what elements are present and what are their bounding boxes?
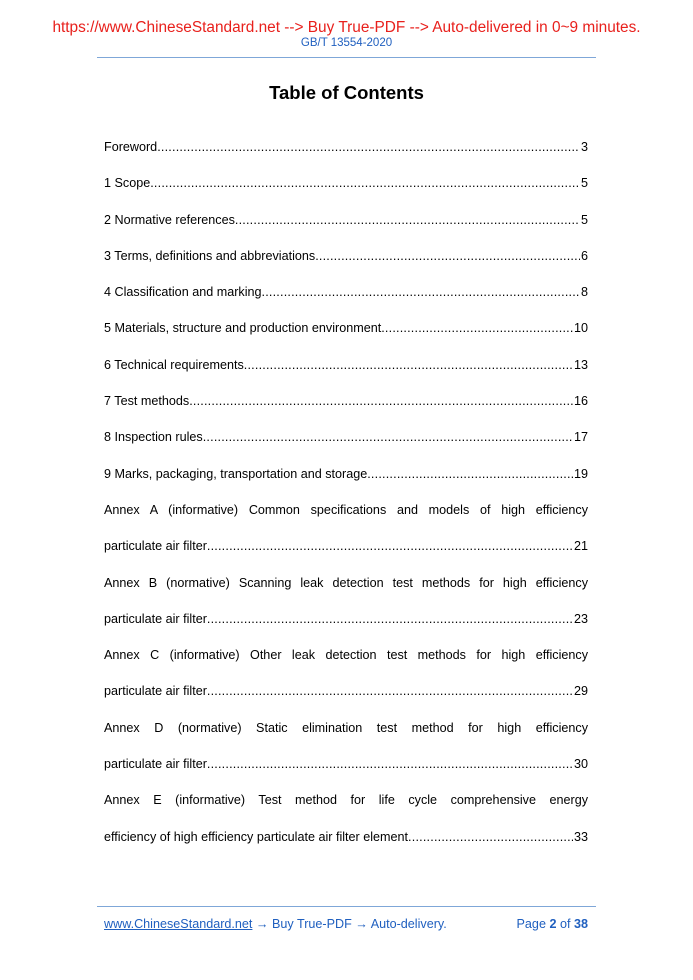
toc-entry-annex-e[interactable]: efficiency of high efficiency particulate air filter element ..... 33 — [104, 822, 588, 858]
toc-entry-annex-b[interactable]: particulate air filter ..... 23 — [104, 604, 588, 640]
header-divider — [97, 57, 596, 58]
toc-entry-terms[interactable]: 3 Terms, definitions and abbreviations ..... 6 — [104, 241, 588, 277]
toc-entry-annex-b-title[interactable]: Annex B (normative) Scanning leak detection test methods for high efficiency — [104, 575, 588, 590]
toc-entry-normative-references[interactable]: 2 Normative references ..... 5 — [104, 205, 588, 241]
standard-number: GB/T 13554-2020 — [300, 37, 393, 49]
toc-entry-annex-d[interactable]: particulate air filter ..... 30 — [104, 749, 588, 785]
toc-entry-annex-e-title[interactable]: Annex E (informative) Test method for life cycle comprehensive energy — [104, 793, 588, 808]
toc-entry-test-methods[interactable]: 7 Test methods ..... 16 — [104, 386, 588, 422]
toc-entry-annex-a[interactable]: particulate air filter ..... 21 — [104, 531, 588, 567]
toc-entry-annex-a-title[interactable]: Annex A (informative) Common specifications and models of high efficiency — [104, 502, 588, 517]
toc-entry-foreword[interactable]: Foreword ..... 3 — [104, 132, 588, 168]
toc-entry-inspection-rules[interactable]: 8 Inspection rules ..... 17 — [104, 422, 588, 458]
footer-site-link[interactable]: www.ChineseStandard.net — [104, 917, 253, 931]
page-title: Table of Contents — [269, 82, 424, 103]
toc-entry-marks-packaging[interactable]: 9 Marks, packaging, transportation and storage ..... 19 — [104, 459, 588, 495]
toc-entry-scope[interactable]: 1 Scope ..... 5 — [104, 168, 588, 204]
page-footer — [104, 916, 588, 932]
footer-divider — [97, 906, 596, 907]
toc-entry-annex-d-title[interactable]: Annex D (normative) Static elimination test method for high efficiency — [104, 720, 588, 735]
table-of-contents — [104, 132, 588, 858]
toc-entry-technical-requirements[interactable]: 6 Technical requirements ..... 13 — [104, 350, 588, 386]
toc-entry-annex-c-title[interactable]: Annex C (informative) Other leak detection test methods for high efficiency — [104, 648, 588, 663]
toc-entry-classification[interactable]: 4 Classification and marking ..... 8 — [104, 277, 588, 313]
footer-tagline: → Buy True-PDF → Auto-delivery. — [252, 917, 447, 931]
top-banner[interactable]: https://www.ChineseStandard.net --> Buy True-PDF --> Auto-delivered in 0~9 minutes. — [52, 19, 641, 36]
toc-entry-annex-c[interactable]: particulate air filter ..... 29 — [104, 676, 588, 712]
page-number: Page 2 of 38 — [516, 917, 588, 931]
toc-entry-materials[interactable]: 5 Materials, structure and production environment ..... 10 — [104, 313, 588, 349]
